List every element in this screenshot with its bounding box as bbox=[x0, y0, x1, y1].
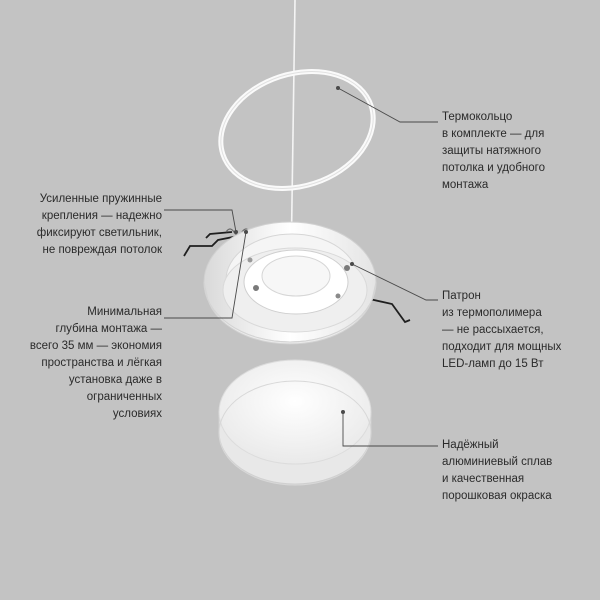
callout-line: из термополимера bbox=[442, 307, 542, 319]
callout-line: крепления — надежно bbox=[41, 210, 162, 222]
callout-line: пространства и лёгкая bbox=[41, 357, 162, 369]
callout-line: Патрон bbox=[442, 290, 481, 302]
fixture-body bbox=[204, 222, 376, 344]
callout-spring-clips bbox=[37, 191, 162, 259]
callout-line: всего 35 мм — экономия bbox=[29, 340, 162, 352]
callout-line: LED-ламп до 15 Вт bbox=[442, 358, 544, 370]
callout-line: потолка и удобного bbox=[442, 162, 546, 174]
callout-line: условиях bbox=[112, 408, 162, 420]
callout-thermal-ring bbox=[442, 109, 545, 194]
callout-line: глубина монтажа — bbox=[55, 323, 162, 335]
callout-line: порошковая окраска bbox=[442, 490, 552, 502]
callout-line: Термокольцо bbox=[442, 111, 513, 123]
callout-line: и качественная bbox=[442, 473, 525, 485]
callout-line: монтажа bbox=[442, 179, 489, 191]
callout-line: подходит для мощных bbox=[442, 341, 562, 353]
callout-line: Минимальная bbox=[87, 306, 162, 318]
diffuser-ring bbox=[219, 360, 371, 485]
callout-line: Надёжный bbox=[442, 439, 499, 451]
callout-line: алюминиевый сплав bbox=[442, 456, 553, 468]
callout-line: — не рассыхается, bbox=[442, 324, 544, 336]
thermal-ring bbox=[206, 53, 389, 208]
callout-line: ограниченных bbox=[86, 391, 162, 403]
callout-line: фиксируют светильник, bbox=[36, 227, 162, 239]
callout-line: Усиленные пружинные bbox=[39, 193, 162, 205]
callout-line: установка даже в bbox=[68, 374, 162, 386]
callout-line: не повреждая потолок bbox=[42, 244, 162, 256]
callout-line: защиты натяжного bbox=[442, 145, 542, 157]
callout-mounting-depth bbox=[30, 304, 162, 423]
callout-socket bbox=[442, 288, 561, 373]
callout-line: в комплекте — для bbox=[442, 128, 545, 140]
callout-alloy bbox=[442, 437, 552, 505]
